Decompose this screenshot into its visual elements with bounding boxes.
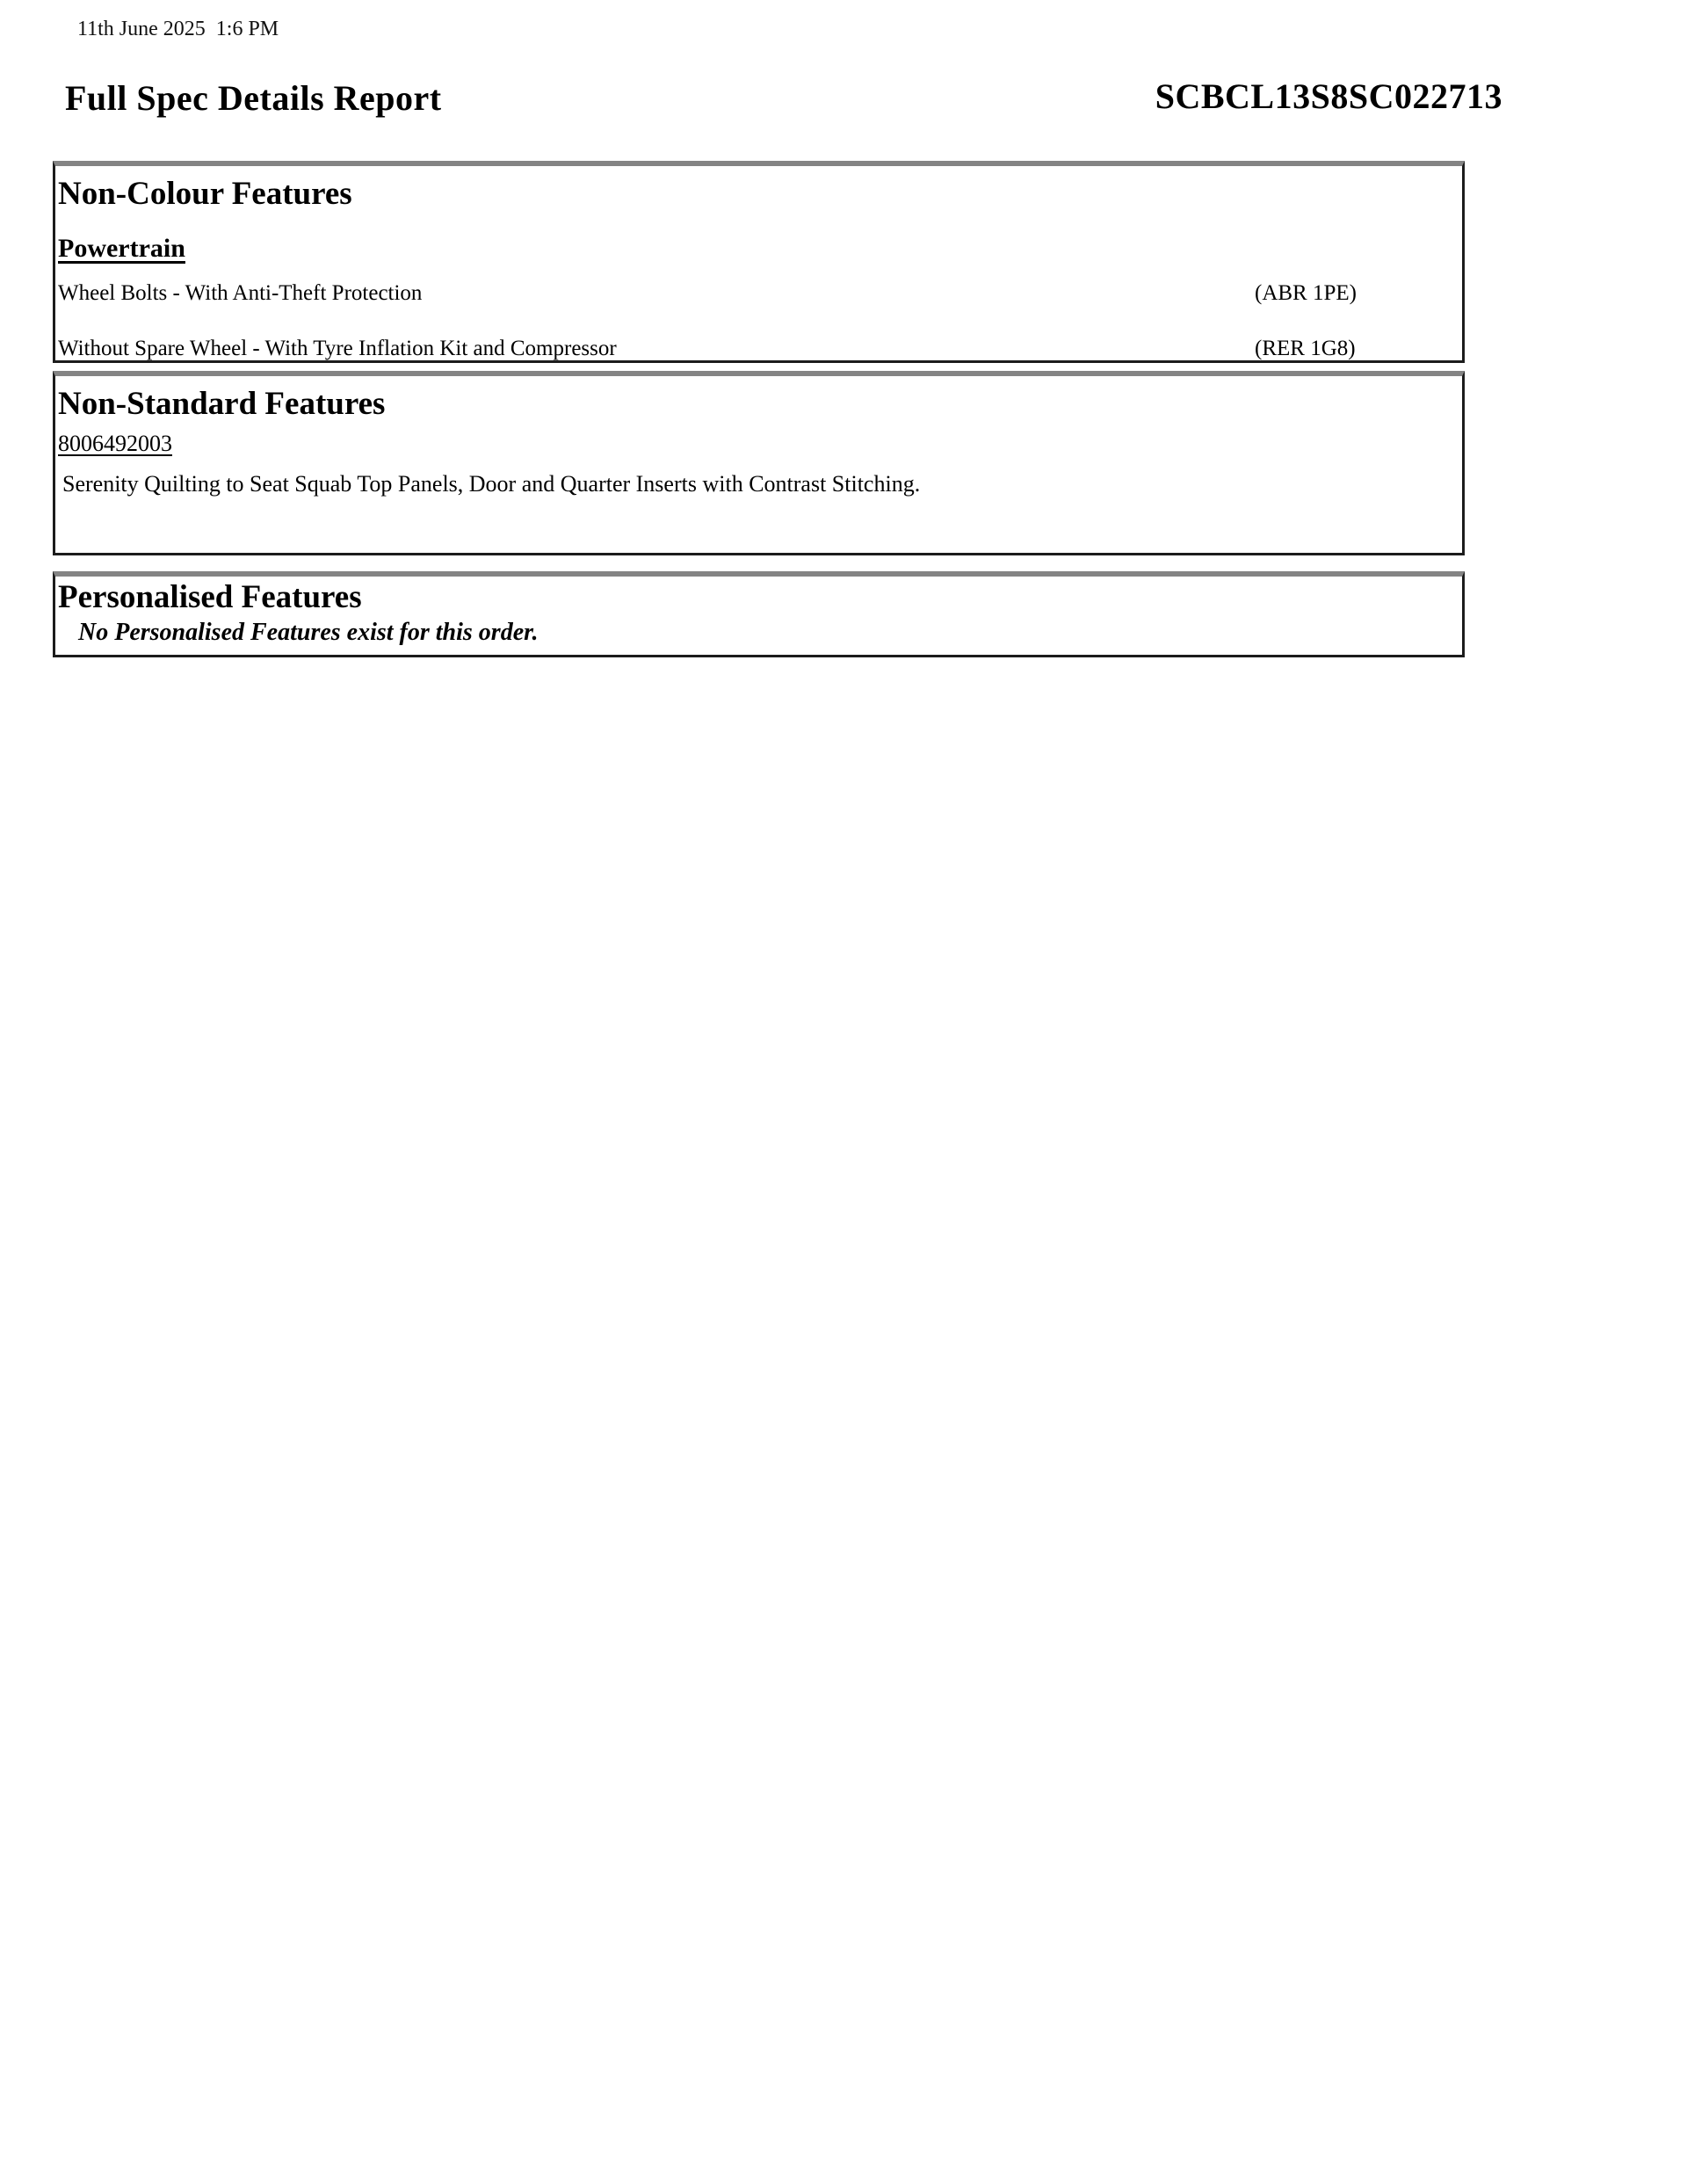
feature-description: Without Spare Wheel - With Tyre Inflation Kit and Compressor — [58, 337, 617, 360]
feature-row — [58, 280, 1457, 307]
feature-row — [58, 336, 1457, 362]
personalised-features-heading: Personalised Features — [58, 579, 362, 615]
generated-datetime: 11th June 2025 1:6 PM — [77, 18, 279, 40]
vehicle-vin: SCBCL13S8SC022713 — [1155, 76, 1502, 116]
feature-code: (ABR 1PE) — [1255, 281, 1357, 305]
personalised-features-section — [53, 571, 1465, 657]
non-standard-feature-description: Serenity Quilting to Seat Squab Top Panels, Door and Quarter Inserts with Contrast Stitching. — [62, 471, 921, 497]
non-standard-features-heading: Non-Standard Features — [58, 386, 386, 422]
non-colour-features-section — [53, 161, 1465, 363]
non-standard-features-section — [53, 371, 1465, 555]
powertrain-subheading: Powertrain — [58, 234, 185, 263]
feature-code: (RER 1G8) — [1255, 337, 1356, 360]
non-standard-feature-number: 8006492003 — [58, 431, 172, 456]
non-colour-features-heading: Non-Colour Features — [58, 176, 352, 212]
page-title: Full Spec Details Report — [65, 78, 442, 118]
feature-description: Wheel Bolts - With Anti-Theft Protection — [58, 281, 423, 305]
personalised-features-empty-message: No Personalised Features exist for this order. — [78, 619, 539, 646]
